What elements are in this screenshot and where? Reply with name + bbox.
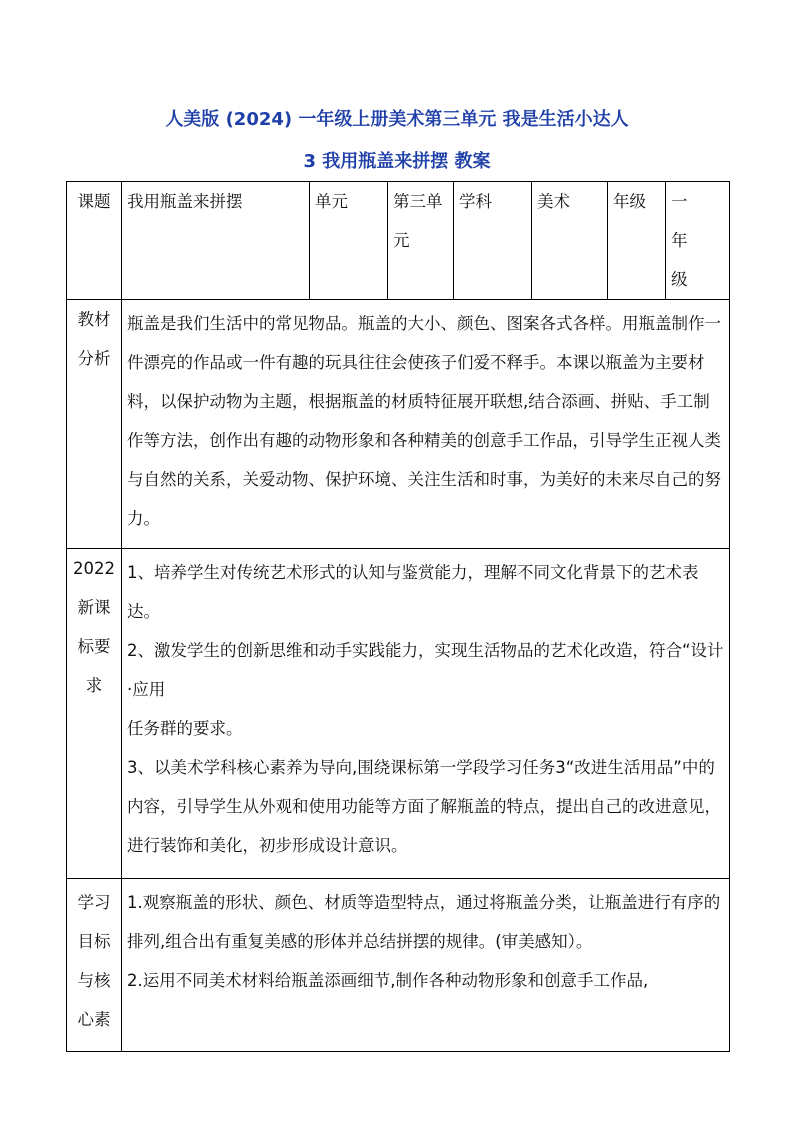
objectives-label: 学习目标与核心素 xyxy=(67,879,122,1052)
unit-value: 第三单元 xyxy=(388,182,454,300)
grade-value: 一 年级 xyxy=(666,182,730,300)
standards-cell xyxy=(122,549,730,879)
standards-label: 2022新课标要求 xyxy=(67,549,122,879)
analysis-row xyxy=(67,300,730,549)
document-title: 人美版 (2024) 一年级上册美术第三单元 我是生活小达人 xyxy=(165,109,629,130)
lesson-label: 课题 xyxy=(67,182,122,300)
objectives-item: 2.运用不同美术材料给瓶盖添画细节,制作各种动物形象和创意手工作品, xyxy=(127,971,649,990)
objectives-cell xyxy=(122,879,730,1052)
standards-item: 3、以美术学科核心素养为导向,围绕课标第一学段学习任务3“改进生活用品”中的内容，引导学生从外观和使用功能等方面了解瓶盖的特点，提出自己的改进意见，进行装饰和美化，初步形成设计意识。 xyxy=(127,758,721,855)
unit-label: 单元 xyxy=(310,182,388,300)
standards-item: 2、激发学生的创新思维和动手实践能力，实现生活物品的艺术化改造，符合“设计·应用 xyxy=(127,641,724,699)
lesson-plan-table xyxy=(66,181,730,1052)
standards-item: 任务群的要求。 xyxy=(127,719,243,738)
standards-row xyxy=(67,549,730,879)
objectives-row xyxy=(67,879,730,1052)
grade-label: 年级 xyxy=(608,182,666,300)
lesson-title: 我用瓶盖来拼摆 xyxy=(122,182,310,300)
objectives-item: 1.观察瓶盖的形状、颜色、材质等造型特点，通过将瓶盖分类，让瓶盖进行有序的排列,组合出有重复美感的形体并总结拼摆的规律。(审美感知）。 xyxy=(127,893,721,951)
lesson-info-row xyxy=(67,182,730,300)
standards-item: 1、培养学生对传统艺术形式的认知与鉴赏能力，理解不同文化背景下的艺术表达。 xyxy=(127,563,699,621)
analysis-text: 瓶盖是我们生活中的常见物品。瓶盖的大小、颜色、图案各式各样。用瓶盖制作一件漂亮的作品或一件有趣的玩具往往会使孩子们爱不释手。本课以瓶盖为主要材料，以保护动物为主题，根据瓶盖的材质特征展开联想,结合添画、拼贴、手工制作等方法，创作出有趣的动物形象和各种精美的创意手工作品，引导学生正视人类与自然的关系，关爱动物、保护环境、关注生活和时事，为美好的未来尽自己的努力。 xyxy=(122,300,730,549)
analysis-label: 教材分析 xyxy=(67,300,122,549)
subject-label: 学科 xyxy=(454,182,532,300)
subject-value: 美术 xyxy=(532,182,608,300)
document-subtitle: 3 我用瓶盖来拼摆 教案 xyxy=(303,151,491,172)
